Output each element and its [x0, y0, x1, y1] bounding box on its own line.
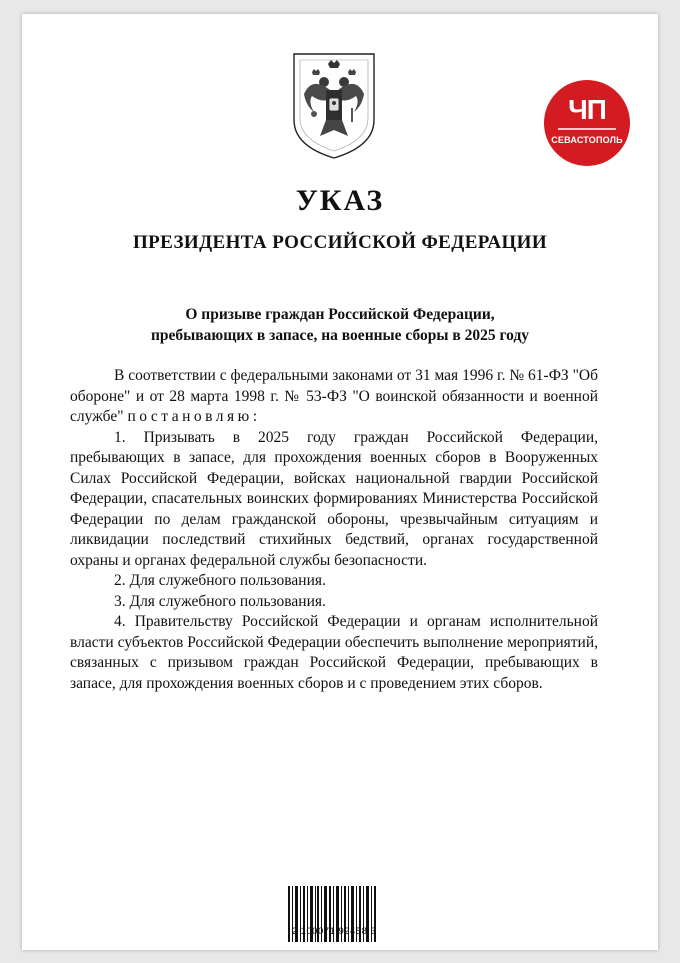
document-issuer: ПРЕЗИДЕНТА РОССИЙСКОЙ ФЕДЕРАЦИИ — [132, 232, 548, 253]
coat-of-arms-icon — [290, 50, 378, 162]
badge-divider — [558, 128, 616, 130]
badge-city-text: СЕВАСТОПОЛЬ — [551, 135, 623, 145]
document-page — [22, 14, 658, 950]
item-1: 1. Призывать в 2025 году граждан Российской Федерации, пребывающих в запасе, для прохождения военных сборов в Вооруженных Силах Российской Федерации, войсках национальной гвардии Российской Федерации, спасательных воинских формированиях Министерства Российской Федерации по делам гражданской обороны, чрезвычайным ситуациям и ликвидации последствий стихийных бедствий, органах государственной охраны и органах федеральной службы безопасности. — [70, 428, 598, 569]
heading-line-2: пребывающих в запасе, на военные сборы в 2025 году — [150, 327, 530, 344]
decree-word: постановляю: — [127, 408, 261, 425]
intro-text: В соответствии с федеральными законами от 31 мая 1996 г. № 61-ФЗ "Об обороне" и от 28 марта 1998 г. № 53-ФЗ "О воинской обязанности и военной службе" — [70, 367, 598, 425]
item-4: 4. Правительству Российской Федерации и органам исполнительной власти субъектов Российской Федерации обеспечить выполнение мероприятий, связанных с призывом граждан Российской Федерации, пребывающих в запасе, для прохождения военных сборов и с проведением этих сборов. — [70, 613, 598, 692]
intro-paragraph — [70, 366, 598, 428]
news-channel-badge — [544, 80, 630, 166]
document-heading — [22, 304, 658, 346]
badge-logo-text: ЧП — [568, 94, 606, 125]
barcode-number: 2 100071 92458 3 — [291, 926, 377, 937]
heading-line-1: О призыве граждан Российской Федерации, — [185, 306, 495, 323]
document-body — [70, 366, 598, 694]
item-3: 3. Для служебного пользования. — [114, 592, 326, 610]
item-2: 2. Для служебного пользования. — [114, 572, 326, 589]
document-type: УКАЗ — [295, 184, 385, 217]
